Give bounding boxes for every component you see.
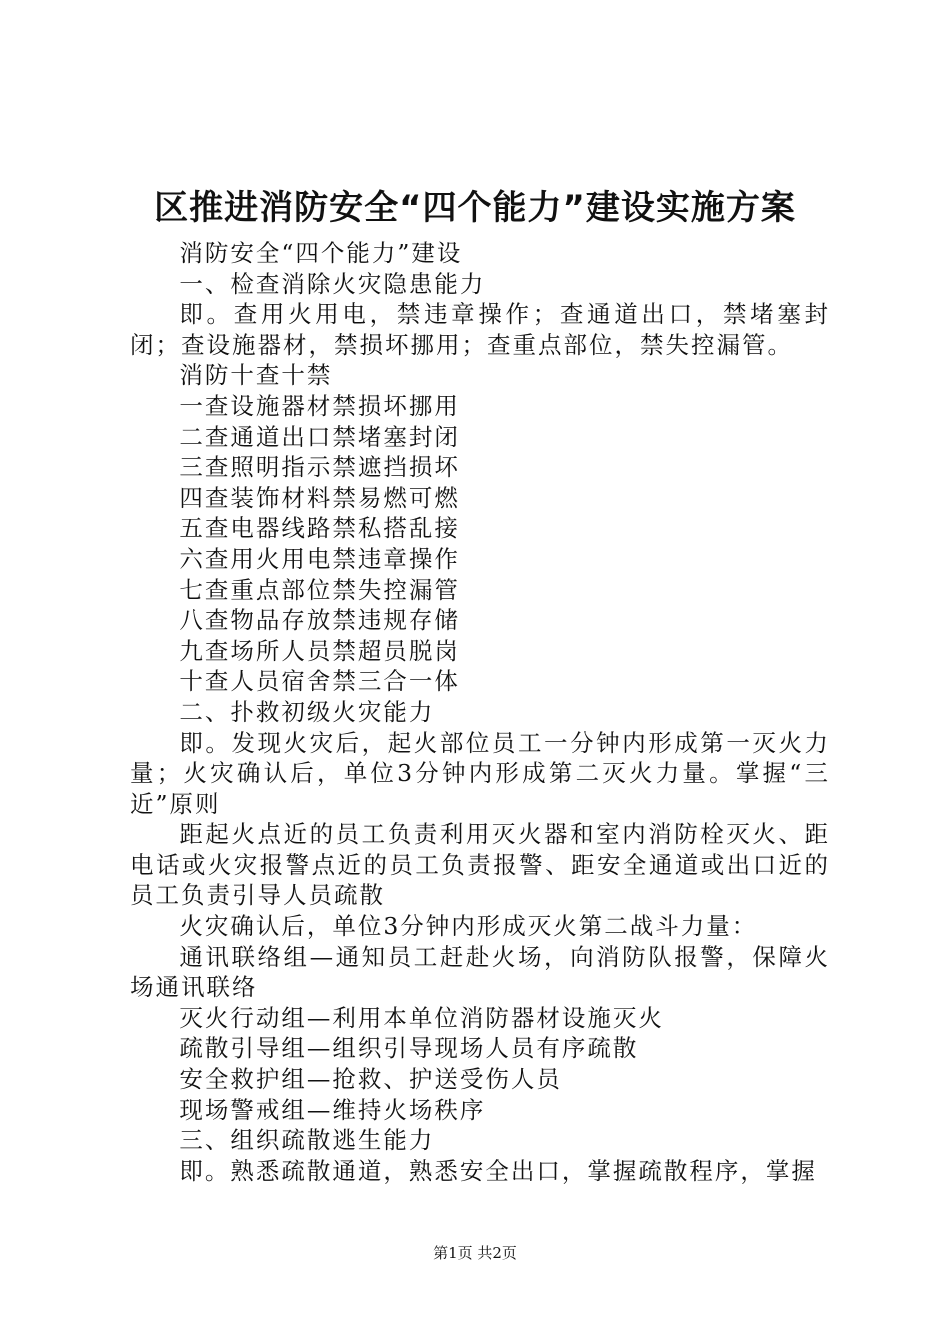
paragraph: 七查重点部位禁失控漏管 xyxy=(179,575,460,604)
paragraph: 消防十查十禁 xyxy=(179,361,333,390)
paragraph: 六查用火用电禁违章操作 xyxy=(179,544,460,573)
paragraph: 三查照明指示禁遮挡损坏 xyxy=(179,453,460,482)
paragraph: 一、检查消除火灾隐患能力 xyxy=(179,269,486,298)
paragraph: 安全救护组—抢救、护送受伤人员 xyxy=(179,1065,562,1094)
document-body xyxy=(130,238,830,1186)
document-title: 区推进消防安全“四个能力”建设实施方案 xyxy=(154,188,796,228)
paragraph: 通讯联络组—通知员工赶赴火场，向消防队报警，保障火场通讯联络 xyxy=(130,942,830,1002)
paragraph: 十查人员宿舍禁三合一体 xyxy=(179,667,460,696)
page-number: 第1页 共2页 xyxy=(433,1244,517,1262)
paragraph: 消防安全“四个能力”建设 xyxy=(179,239,463,267)
paragraph: 五查电器线路禁私搭乱接 xyxy=(179,514,460,543)
paragraph: 即。熟悉疏散通道，熟悉安全出口，掌握疏散程序，掌握 xyxy=(179,1156,817,1185)
paragraph: 三、组织疏散逃生能力 xyxy=(179,1126,435,1155)
paragraph: 一查设施器材禁损坏挪用 xyxy=(179,391,460,420)
paragraph: 现场警戒组—维持火场秩序 xyxy=(179,1095,486,1124)
paragraph: 八查物品存放禁违规存储 xyxy=(179,606,460,635)
paragraph: 灭火行动组—利用本单位消防器材设施灭火 xyxy=(179,1003,664,1032)
paragraph: 二、扑救初级火灾能力 xyxy=(179,697,435,726)
paragraph: 四查装饰材料禁易燃可燃 xyxy=(179,483,460,512)
paragraph: 二查通道出口禁堵塞封闭 xyxy=(179,422,460,451)
paragraph: 距起火点近的员工负责利用灭火器和室内消防栓灭火、距电话或火灾报警点近的员工负责报警、距安全通道或出口近的员工负责引导人员疏散 xyxy=(130,820,830,910)
paragraph: 九查场所人员禁超员脱岗 xyxy=(179,636,460,665)
paragraph: 疏散引导组—组织引导现场人员有序疏散 xyxy=(179,1034,639,1063)
paragraph: 即。发现火灾后，起火部位员工一分钟内形成第一灭火力量；火灾确认后，单位3分钟内形成第二灭火力量。掌握“三近”原则 xyxy=(130,728,830,818)
paragraph: 火灾确认后，单位3分钟内形成灭火第二战斗力量： xyxy=(179,912,758,941)
paragraph: 即。查用火用电，禁违章操作；查通道出口，禁堵塞封闭；查设施器材，禁损坏挪用；查重点部位，禁失控漏管。 xyxy=(130,300,830,359)
